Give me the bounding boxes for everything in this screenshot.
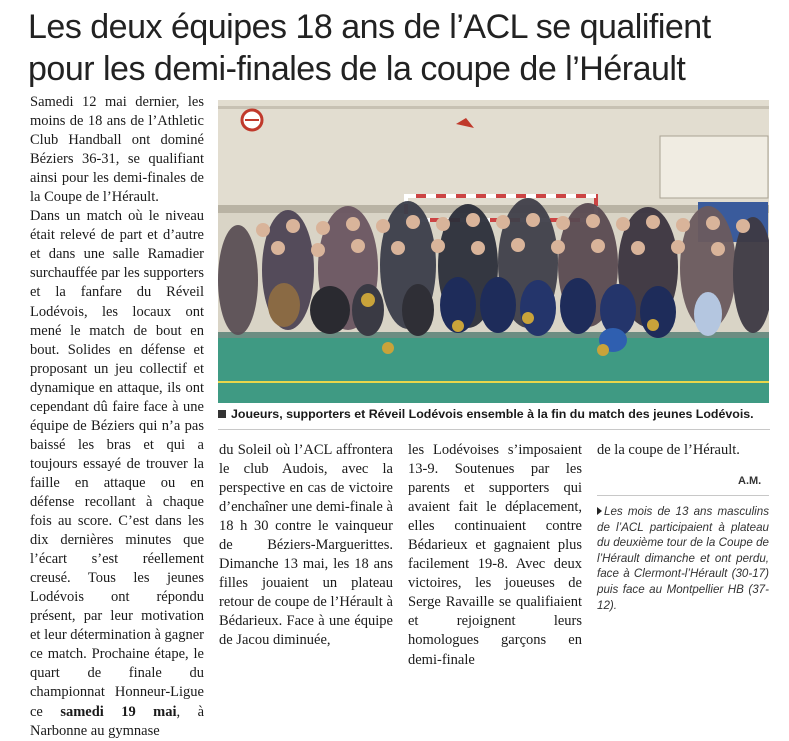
author-signature: A.M. [738, 475, 762, 487]
article-paragraph-2-text: Dans un match où le niveau était relevé de part et d’autre et dans une salle Ramadier surchauffée par les supporters et la fanfare du Réveil Lodévois, les locaux ont mené le match de bout en bout. Solides en défense et proposant un jeu collectif et dynamique en attaque, ils ont cependant dû faire face à une équipe de Béziers qui n’a pas baissé les bras et qui a toujours essayé de trouver la faille en attaque ou en défense recollant à chaque fois au score. C’est dans les dix dernières minutes que l’écart s’est réellement creusé. Tous les jeunes Lodévois ont répondu présent, par leur motivation et leur détermination à gagner ce match. Prochaine étape, le quart de finale du championnat Honneur-Ligue ce [30, 208, 204, 720]
article-paragraph-2-tail: , à Narbonne au gymnase [30, 703, 205, 739]
article-date-emphasis: samedi 19 mai [60, 703, 177, 720]
article-column-4 [597, 441, 767, 460]
article-paragraph-1: Samedi 12 mai dernier, les moins de 18 ans de l’Athletic Club Handball ont dominé Béziers 36-31, se qualifiant ainsi pour les demi-finales de la Coupe de l’Hérault. [30, 94, 204, 206]
article-column-4-text: de la coupe de l’Hérault. [597, 442, 740, 458]
article-paragraph-2 [30, 207, 204, 740]
photo-caption-text: Joueurs, supporters et Réveil Lodévois ensemble à la fin du match des jeunes Lodévois. [231, 407, 754, 421]
team-photo [218, 100, 769, 403]
photo-caption [218, 407, 774, 421]
article-column-2 [219, 441, 393, 651]
triangle-bullet-icon [597, 507, 602, 515]
article-column-3 [408, 441, 582, 670]
brief-divider [597, 495, 769, 496]
article-column-1 [30, 93, 204, 741]
caption-divider [218, 429, 770, 430]
news-brief-text: Les mois de 13 ans masculins de l’ACL participaient à plateau du deuxième tour de la Coupe de l’Hérault dimanche et ont perdu, face à Clermont-l’Hérault (30-17) puis face au Montpellier HB (37-12). [597, 505, 769, 612]
headline [28, 6, 778, 90]
caption-square-icon [218, 410, 226, 418]
article-column-2-text: du Soleil où l’ACL affrontera le club Audois, avec la perspective en cas de victoire d’enchaîner une demi-finale à 18 h 30 contre le vainqueur de Béziers-Marguerittes. Dimanche 13 mai, les 18 ans filles jouaient un plateau retour de coupe de l’Hérault à Bédarieux. Face à une équipe de Jacou diminuée, [219, 442, 393, 649]
headline-line-2: pour les demi-finales de la coupe de l’Hérault [28, 50, 686, 88]
headline-line-1: Les deux équipes 18 ans de l’ACL se qualifient [28, 8, 711, 46]
article-column-3-text: les Lodévoises s’imposaient 13-9. Soutenues par les parents et supporters qui avaient fait le déplacement, elles continuaient contre Bédarieux et gagnaient plus facilement 19-8. Avec deux victoires, les joueuses de Serge Ravaille se qualifiaient et rejoignent leurs homologues garçons en demi-finale [408, 442, 582, 668]
news-brief [597, 504, 769, 613]
